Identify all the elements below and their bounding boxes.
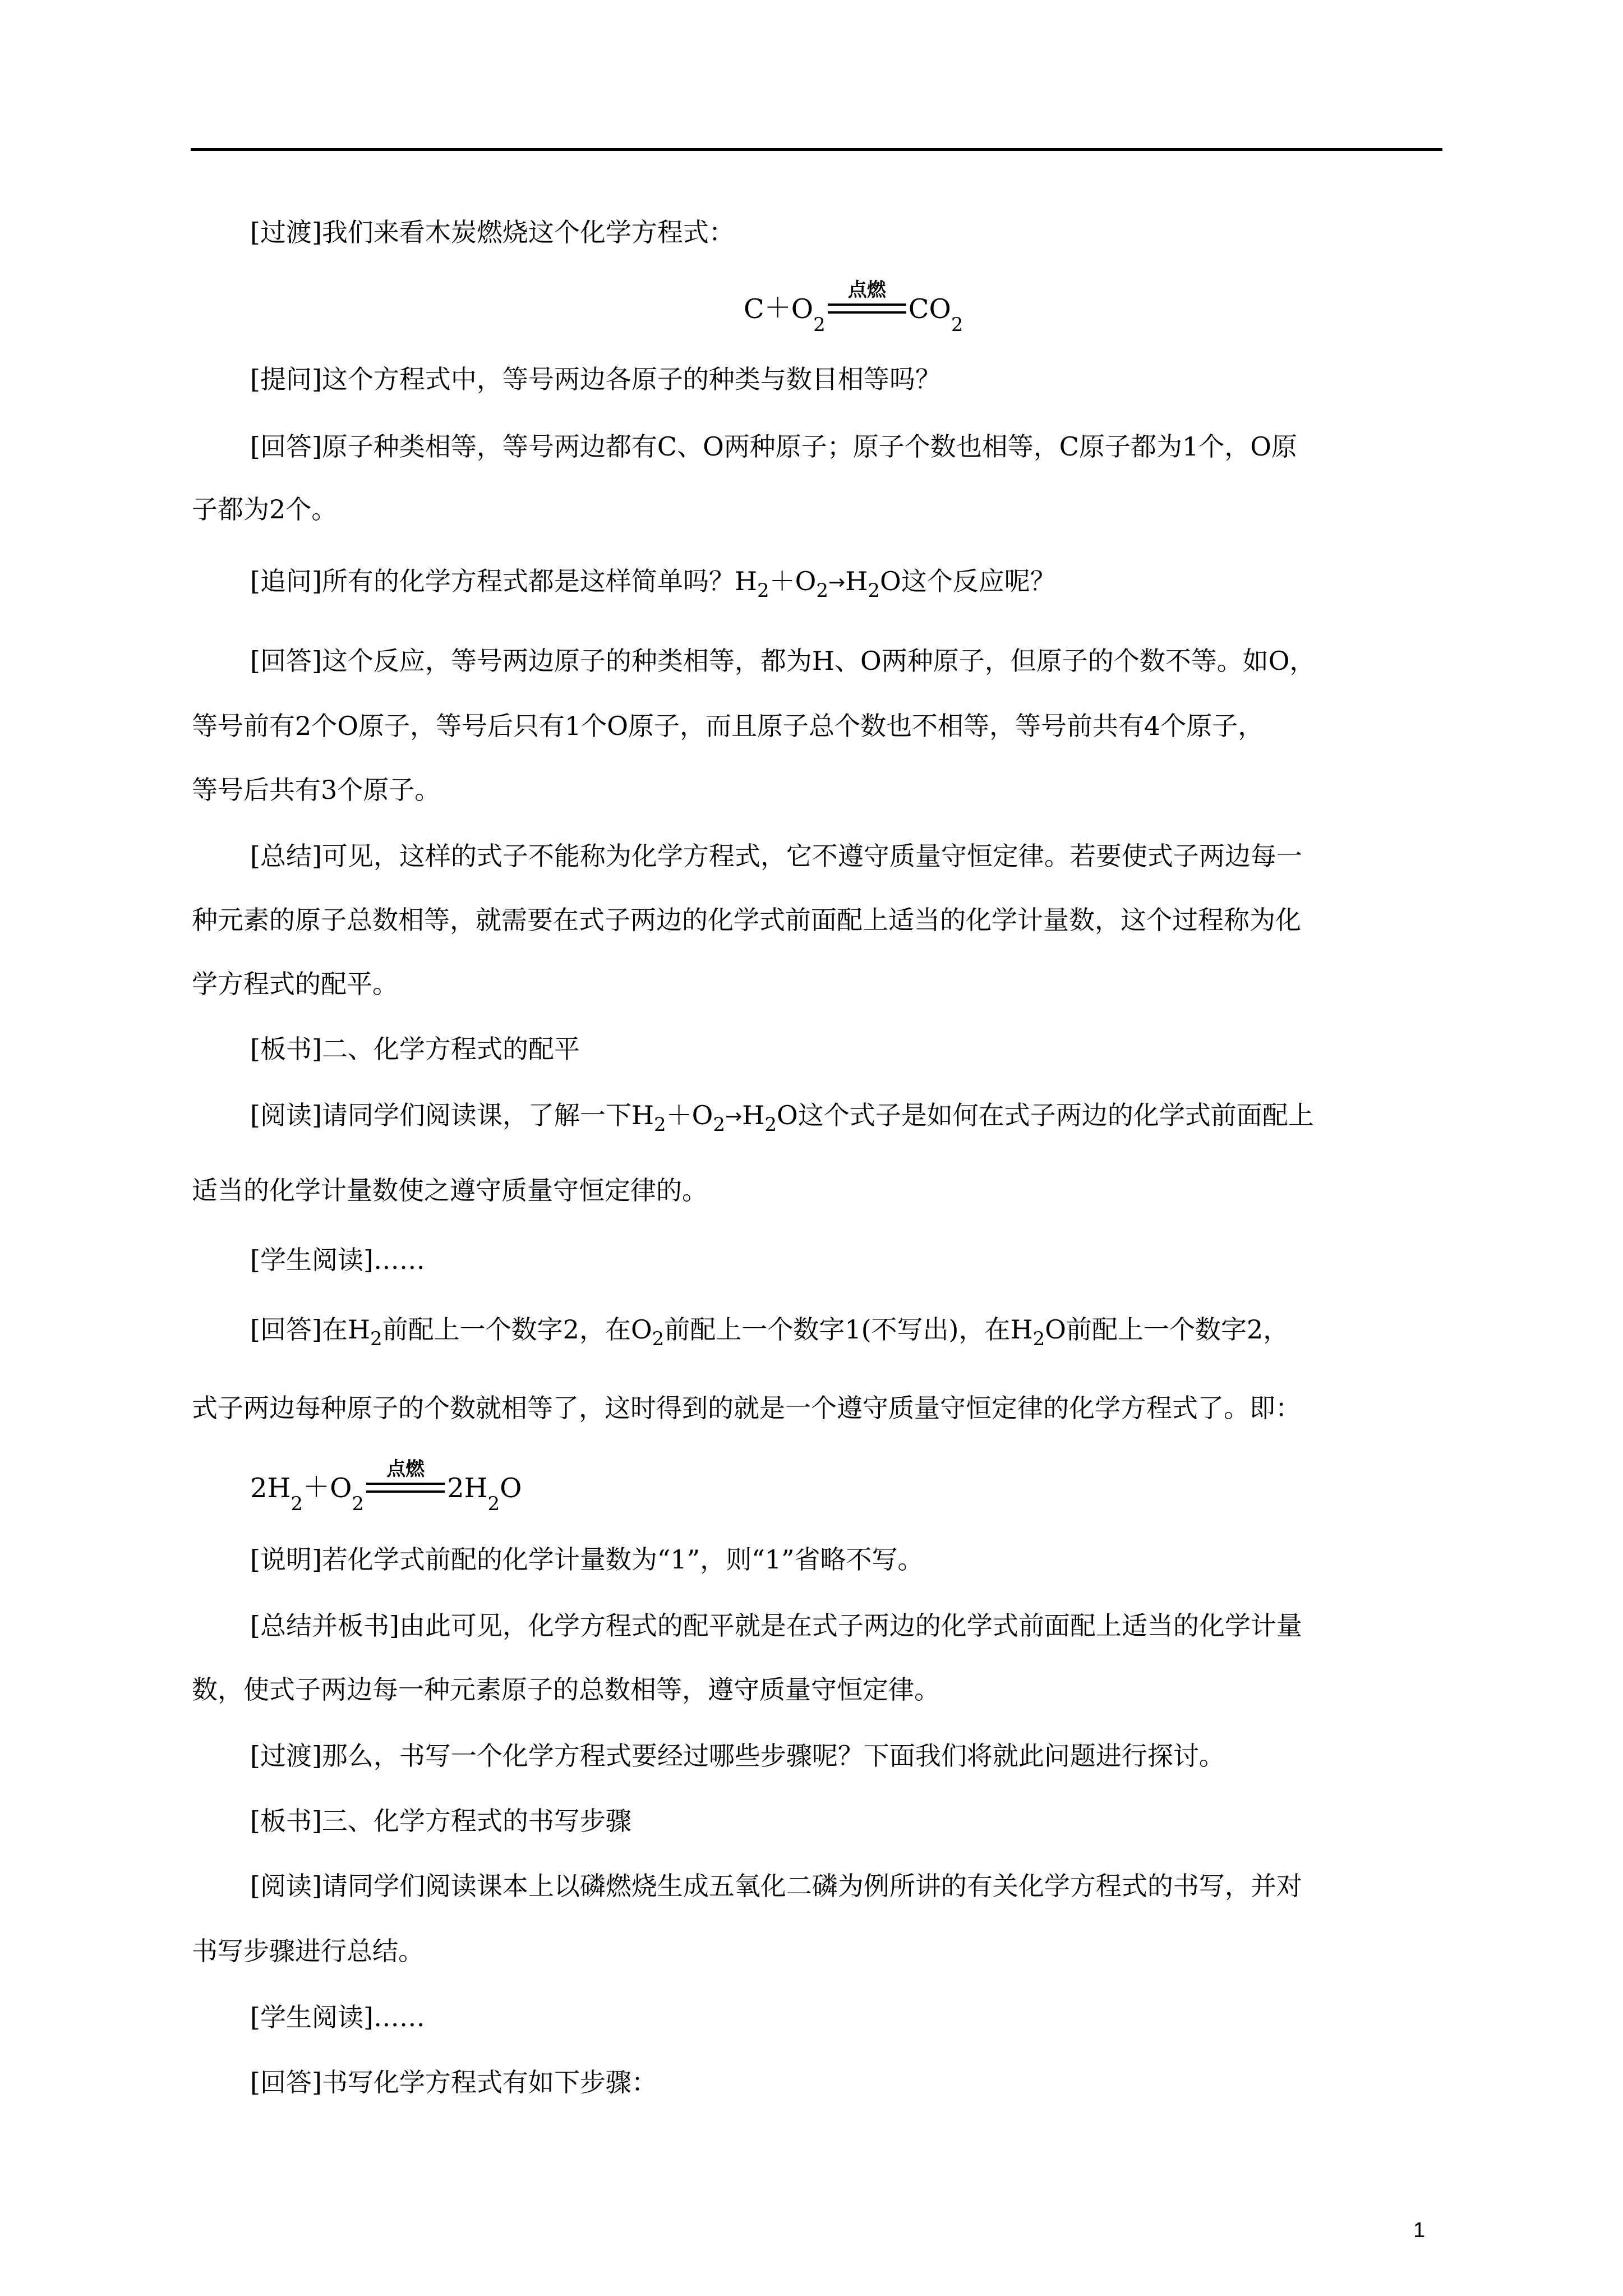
arrow-icon: → — [725, 1105, 743, 1128]
paragraph: [总结]可见，这样的式子不能称为化学方程式，它不遵守质量守恒定律。若要使式子两边每一 — [250, 841, 1302, 871]
equation-water-formation: 2 H 2 ＋ O 2 点燃 2 H 2 O — [250, 1458, 522, 1515]
paragraph: 等号后共有3个原子。 — [192, 775, 441, 805]
page-number: 1 — [1413, 2219, 1426, 2242]
paragraph: 式子两边每种原子的个数就相等了，这时得到的就是一个遵守质量守恒定律的化学方程式了。即： — [192, 1393, 1301, 1423]
paragraph: [过渡]我们来看木炭燃烧这个化学方程式： — [250, 217, 735, 247]
paragraph: [板书]三、化学方程式的书写步骤 — [250, 1806, 631, 1836]
paragraph: [过渡]那么，书写一个化学方程式要经过哪些步骤呢？下面我们将就此问题进行探讨。 — [250, 1741, 1225, 1771]
paragraph: 学方程式的配平。 — [192, 969, 398, 999]
inline-equation: $H_2+O_2\to H_2O$ — [631, 1100, 798, 1136]
header-rule — [191, 148, 1442, 151]
paragraph: [说明]若化学式前配的化学计量数为“1”，则“1”省略不写。 — [250, 1544, 924, 1575]
arrow-icon: → — [828, 571, 846, 594]
paragraph: [回答]书写化学方程式有如下步骤： — [250, 2067, 657, 2097]
paragraph: [回答]在$H_2$前配上一个数字2，在$O_2$前配上一个数字1(不写出)，在$H_2O$前配上一个数字2， — [250, 1314, 1289, 1350]
paragraph: [学生阅读]…… — [250, 2002, 425, 2032]
paragraph: [阅读]请同学们阅读课本上以磷燃烧生成五氧化二磷为例所讲的有关化学方程式的书写，并对 — [250, 1871, 1302, 1901]
inline-equation: $H_2+O_2\to H_2O$ — [734, 566, 901, 602]
paragraph: 书写步骤进行总结。 — [192, 1936, 424, 1966]
paragraph: [追问]所有的化学方程式都是这样简单吗？$H_2+O_2\to H_2O$这个反应呢？ — [250, 566, 1056, 602]
paragraph: [回答]这个反应，等号两边原子的种类相等，都为H、O两种原子，但原子的个数不等。如O， — [250, 646, 1316, 676]
paragraph: 子都为2个。 — [192, 494, 338, 524]
paragraph: [提问]这个方程式中，等号两边各原子的种类与数目相等吗？ — [250, 364, 941, 394]
paragraph: [学生阅读]…… — [250, 1245, 425, 1275]
paragraph: 种元素的原子总数相等，就需要在式子两边的化学式前面配上适当的化学计量数，这个过程称为化 — [192, 905, 1301, 935]
paragraph: 等号前有2个O原子，等号后只有1个O原子，而且原子总个数也不相等，等号前共有4个原子， — [192, 711, 1264, 741]
paragraph: [阅读]请同学们阅读课，了解一下$H_2+O_2\to H_2O$这个式子是如何在式子两边的化学式前面配上 — [250, 1100, 1314, 1136]
paragraph: 数，使式子两边每一种元素原子的总数相等，遵守质量守恒定律。 — [192, 1674, 940, 1705]
paragraph: [板书]二、化学方程式的配平 — [250, 1034, 580, 1064]
reaction-condition: 点燃 — [828, 291, 906, 325]
equation-carbon-combustion: C ＋ O 2 点燃 CO 2 — [744, 279, 963, 336]
paragraph: 适当的化学计量数使之遵守质量守恒定律的。 — [192, 1175, 708, 1205]
paragraph: [总结并板书]由此可见，化学方程式的配平就是在式子两边的化学式前面配上适当的化学计量 — [250, 1611, 1302, 1641]
reaction-condition: 点燃 — [366, 1470, 445, 1504]
paragraph: [回答]原子种类相等，等号两边都有C、O两种原子；原子个数也相等，C原子都为1个，O原 — [250, 431, 1297, 462]
